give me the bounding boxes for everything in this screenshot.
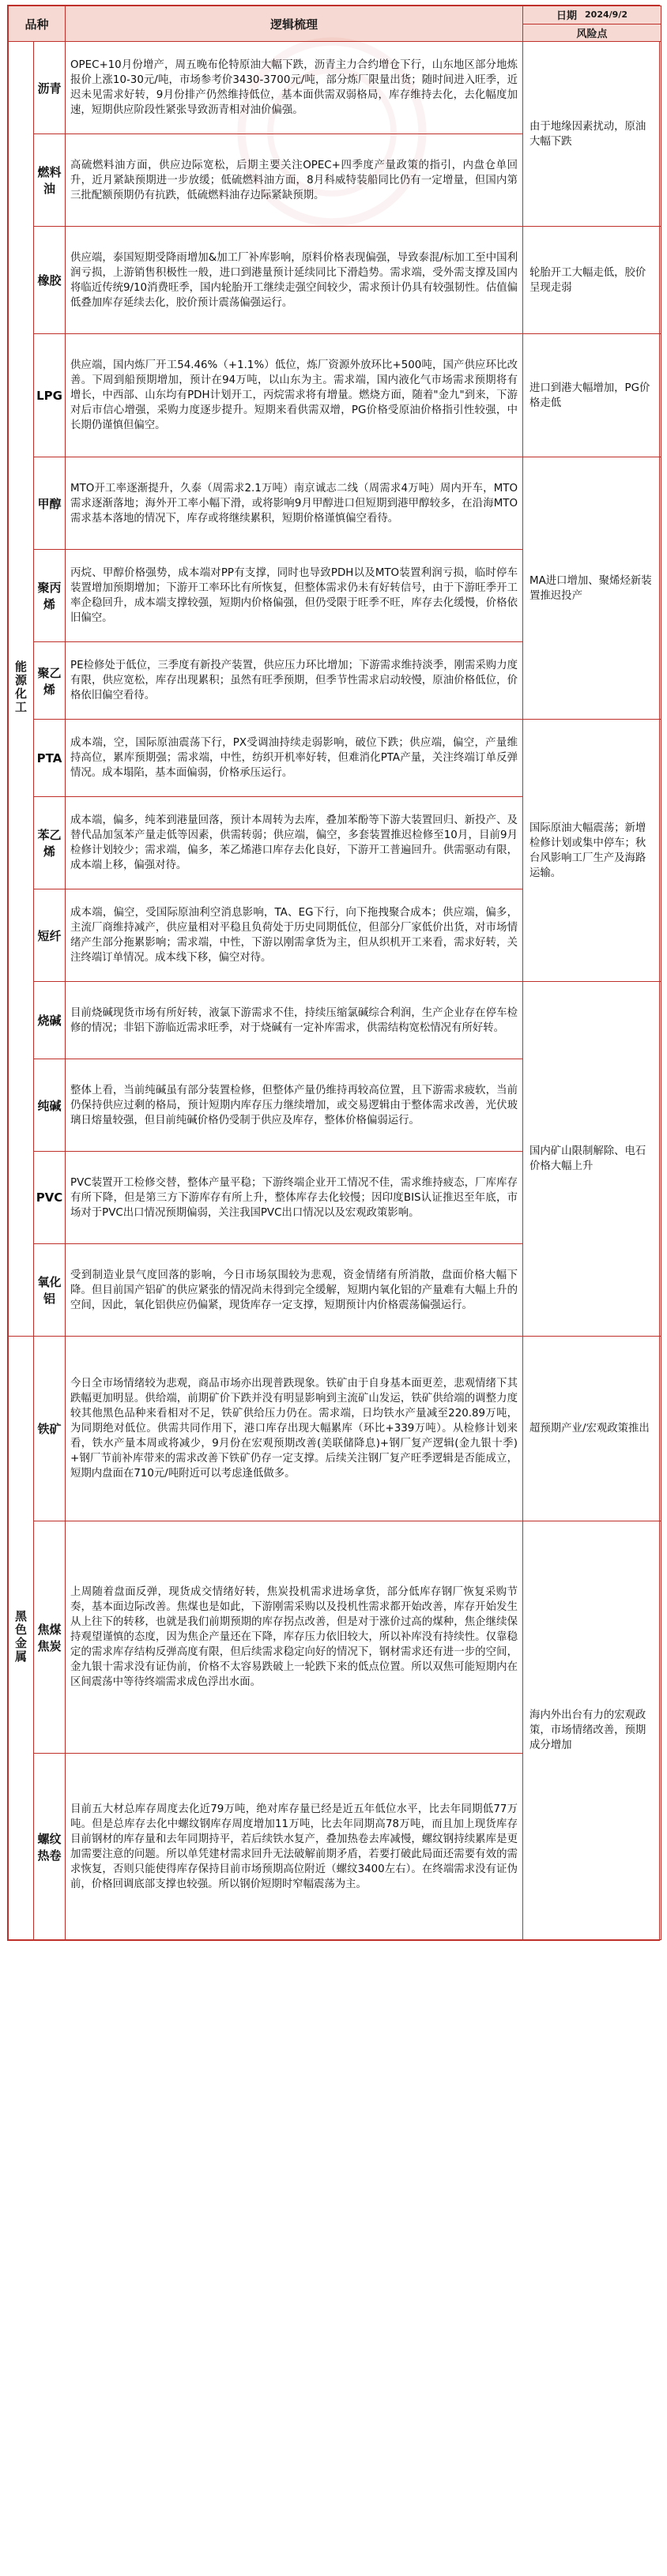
- logic-text: 供应端，国内炼厂开工54.46%（+1.1%）低位，炼厂资源外放环比+500吨，国产供应环比改善。下周到船预期增加，预计在94万吨，以山东为主。需求端，国内液化气市场需求预期将有增长，中西部、山东均有PDH计划开工，丙烷需求将有增量。燃烧方面，随着"金九"到来，下游对后市信心增强，采购力度逐步提升。短期来看供需双增，PG价格受原油价格指引性较强，中长期仍谨慎但偏空。: [66, 334, 523, 457]
- product-name: 沥青: [34, 42, 66, 134]
- table-row: [9, 457, 661, 550]
- logic-text: OPEC+10月份增产，周五晚布伦特原油大幅下跌，沥青主力合约增仓下行，山东地区部分地炼报价上涨10-30元/吨，市场参考价3430-3700元/吨，部分炼厂限量出货；随时间进入旺季，近迟未见需求好转，9月份排产仍然维持低位，基本面供需双弱格局，库存维持去化，去化幅度加速，短期供应阶段性紧张导致沥青相对油价偏强。: [66, 42, 523, 134]
- table-row: [9, 720, 661, 797]
- risk-text: 进口到港大幅增加，PG价格走低: [523, 334, 661, 457]
- product-name: 燃料油: [34, 134, 66, 227]
- risk-text: 国内矿山限制解除、电石价格大幅上升: [523, 982, 661, 1337]
- risk-text: MA进口增加、聚烯烃新装置推迟投产: [523, 457, 661, 720]
- logic-text: PE检修处于低位，三季度有新投产装置，供应压力环比增加；下游需求维持淡季，刚需采购力度有限，供应宽松，库存出现累积；虽然有旺季预期，但季节性需求启动较慢，原油价格低位，价格依旧偏空看待。: [66, 642, 523, 720]
- logic-text: 整体上看，当前纯碱虽有部分装置检修，但整体产量仍维持再较高位置，且下游需求疲软，当前仍保持供应过剩的格局，预计短期内库存压力继续增加，或交易逻辑由于整体需求改善，光伏玻璃日熔量较强，但目前纯碱价格仍受制于供应及库存，整体价格偏弱运行。: [66, 1059, 523, 1152]
- logic-text: 成本端，偏空，受国际原油利空消息影响，TA、EG下行，向下拖拽聚合成本；供应端，偏多，主流厂商维持减产，供应量相对平稳且负荷处于历史同期低位，但部分厂家低价出货，对市场情绪产生部分拖累影响；需求端，中性，下游以刚需拿货为主，但从织机开工来看，需求好转，关注终端订单情况。成本线下移，偏空对待。: [66, 889, 523, 982]
- product-name: 烧碱: [34, 982, 66, 1059]
- header-logic: 逻辑梳理: [66, 6, 523, 42]
- product-name: 短纤: [34, 889, 66, 982]
- header-date-risk: [523, 6, 661, 42]
- header-date-label: 日期: [556, 10, 578, 23]
- header-row: [9, 6, 661, 42]
- logic-table: [8, 6, 661, 1940]
- product-name: 甲醇: [34, 457, 66, 550]
- product-name: PVC: [34, 1152, 66, 1244]
- header-risk: 风险点: [576, 28, 608, 40]
- logic-text: PVC装置开工检修交替，整体产量平稳；下游终端企业开工情况不佳，需求维持疲态，厂库库存有所下降，但是第三方下游库存有所上升，整体库存去化较慢；因印度BIS认证推迟至年底，市场对于PVC出口情况预期偏弱，关注我国PVC出口情况以及宏观政策影响。: [66, 1152, 523, 1244]
- product-name: 氧化铝: [34, 1244, 66, 1337]
- product-name: 苯乙烯: [34, 797, 66, 889]
- risk-text: 国际原油大幅震荡；新增检修计划或集中停车；秋台风影响工厂生产及海路运输。: [523, 720, 661, 982]
- logic-text: 受到制造业景气度回落的影响，今日市场氛围较为悲观，资金情绪有所消散，盘面价格大幅下降。但目前国产铝矿的供应紧张的情况尚未得到完全缓解，短期内氧化铝的产量难有大幅上升的空间，因此，氧化铝供应仍偏紧，现货库存一定支撑，短期预计内价格震荡偏强运行。: [66, 1244, 523, 1337]
- logic-text: 目前五大材总库存周度去化近79万吨，绝对库存量已经是近五年低位水平，比去年同期低77万吨。但是总库存去化中螺纹钢库存周度增加11万吨，比去年同期高78万吨，而且加上现货库存目前钢材的库存量和去年同期持平，若后续铁水复产，叠加热卷去库减慢，螺纹钢持续累库是更加需要注意的问题。所以单凭建材需求回升无法破解前期矛盾，若要打破此局面还需要有效的需求恢复，否则只能使得库存保持目前市场预期高位附近（螺纹3400左右）。在终端需求没有证伪前，价格回调底部支撑也较强。所以钢价短期时窄幅震荡为主。: [66, 1754, 523, 1940]
- product-name: 聚丙烯: [34, 550, 66, 642]
- logic-text: 成本端，偏多，纯苯到港量回落，预计本周转为去库，叠加苯酚等下游大装置回归、新投产、及替代品加氢苯产量走低等因素，供需转弱；供应端，偏空，多套装置推迟检修至10月，目前9月检修计划较少；需求端，偏多，苯乙烯港口库存去化良好，下游开工普遍回升。供需驱动有限，成本端上移，偏强对待。: [66, 797, 523, 889]
- logic-text: 丙烷、甲醇价格强势，成本端对PP有支撑，同时也导致PDH以及MTO装置利润亏损，临时停车装置增加预期增加；下游开工率环比有所恢复，但整体需求仍未有好转信号，由于下游旺季开工率企稳回升，成本端支撑较强，短期内价格偏强，但仍受限于旺季不旺，库存去化缓慢，价格依旧偏空。: [66, 550, 523, 642]
- risk-text: 轮胎开工大幅走低，胶价呈现走弱: [523, 227, 661, 334]
- table-row: [9, 1521, 661, 1754]
- logic-text: MTO开工率逐渐提升，久泰（周需求2.1万吨）南京诚志二线（周需求4万吨）周内开车，MTO需求逐渐落地；海外开工率小幅下滑，或将影响9月甲醇进口但短期到港甲醇较多，在沿海MTO需求基本落地的情况下，库存或将继续累积，短期价格谨慎偏空看待。: [66, 457, 523, 550]
- risk-text: 超预期产业/宏观政策推出: [523, 1337, 661, 1521]
- logic-text: 高硫燃料油方面，供应边际宽松，后期主要关注OPEC+四季度产量政策的指引，内盘仓单回升，近月紧缺预期进一步放缓；低硫燃料油方面，8月科威特装船同比仍有一定增量，但国内第三批配额预期仍有抗跌，低硫燃料油存边际紧缺预期。: [66, 134, 523, 227]
- risk-text: 由于地缘因素扰动，原油大幅下跌: [523, 42, 661, 227]
- sector-energy-chem: 能源化工: [9, 42, 34, 1337]
- product-name: 焦煤焦炭: [34, 1521, 66, 1754]
- sector-ferrous: 黑色金属: [9, 1337, 34, 1940]
- logic-text: 成本端，空，国际原油震荡下行，PX受调油持续走弱影响，破位下跌；供应端，偏空，产量维持高位，累库预期强；需求端，中性，纺织开机率好转，但难消化PTA产量，关注终端订单反弹情况。成本塌陷，基本面偏弱，价格承压运行。: [66, 720, 523, 797]
- header-date-value: 2024/9/2: [585, 9, 627, 21]
- table-row: [9, 42, 661, 134]
- table-row: [9, 982, 661, 1059]
- product-name: 纯碱: [34, 1059, 66, 1152]
- logic-text: 今日全市场情绪较为悲观，商品市场亦出现普跌现象。铁矿由于自身基本面更差，悲观情绪下其跌幅更加明显。供给端，前期矿价下跌并没有明显影响到主流矿山发运，铁矿供给端的调整力度较其他黑色品种来看相对不足，铁矿供给压力仍在。需求端，日均铁水产量减至220.89万吨，为同期绝对低位。供需共同作用下，港口库存出现大幅累库（环比+339万吨）。从检修计划来看，铁水产量本周或将减少，9月份在宏观预期改善(美联储降息)+钢厂复产逻辑(金九银十季)+钢厂节前补库带来的需求改善下铁矿仍存一定支撑。后续关注钢厂复产旺季逻辑是否能成立，短期内盘面在710元/吨附近可以考虑逢低做多。: [66, 1337, 523, 1521]
- logic-text: 供应端，泰国短期受降雨增加&加工厂补库影响，原料价格表现偏强，导致泰混/标加工至中国利润亏损，上游销售积极性一般，进口到港量预计延续同比下滑趋势。需求端，受外需支撑及国内将临近传统9/10消费旺季，国内轮胎开工继续走强空间较少，需求预计仍具有较强韧性。估值偏低叠加库存延续去化，胶价预计震荡偏强运行。: [66, 227, 523, 334]
- product-name: PTA: [34, 720, 66, 797]
- product-name: 聚乙烯: [34, 642, 66, 720]
- market-logic-sheet: [7, 5, 660, 1941]
- table-row: [9, 1337, 661, 1521]
- product-name: LPG: [34, 334, 66, 457]
- table-row: [9, 334, 661, 457]
- table-row: [9, 227, 661, 334]
- logic-text: 上周随着盘面反弹，现货成交情绪好转，焦炭投机需求进场拿货，部分低库存钢厂恢复采购节奏，基本面边际改善。焦煤也是如此，下游刚需采购以及投机性需求都开始改善，库存开始发生从上往下的转移，也就是我们前期预期的库存拐点改善，但是对于涨价过高的煤种，焦企继续保持观望谨慎的态度，因为焦企产量还在下降，库存压力依旧较大，所以补库没有持续性。仅靠稳定的需求库存结构反弹高度有限，但后续需求稳定向好的情况下，钢材需求还有进一步的空间，金九银十需求没有证伪前，价格不太容易跌破上一轮跌下来的低点位置。所以双焦可能短期内在区间震荡中等待终端需求成色浮出水面。: [66, 1521, 523, 1754]
- header-product: 品种: [9, 6, 66, 42]
- risk-text: 海内外出台有力的宏观政策，市场情绪改善，预期成分增加: [523, 1521, 661, 1940]
- logic-text: 目前烧碱现货市场有所好转，液氯下游需求不佳，持续压缩氯碱综合利润，生产企业存在停车检修的情况；非铝下游临近需求旺季，对于烧碱有一定补库需求，供需结构宽松情况有所好转。: [66, 982, 523, 1059]
- product-name: 铁矿: [34, 1337, 66, 1521]
- product-name: 螺纹热卷: [34, 1754, 66, 1940]
- product-name: 橡胶: [34, 227, 66, 334]
